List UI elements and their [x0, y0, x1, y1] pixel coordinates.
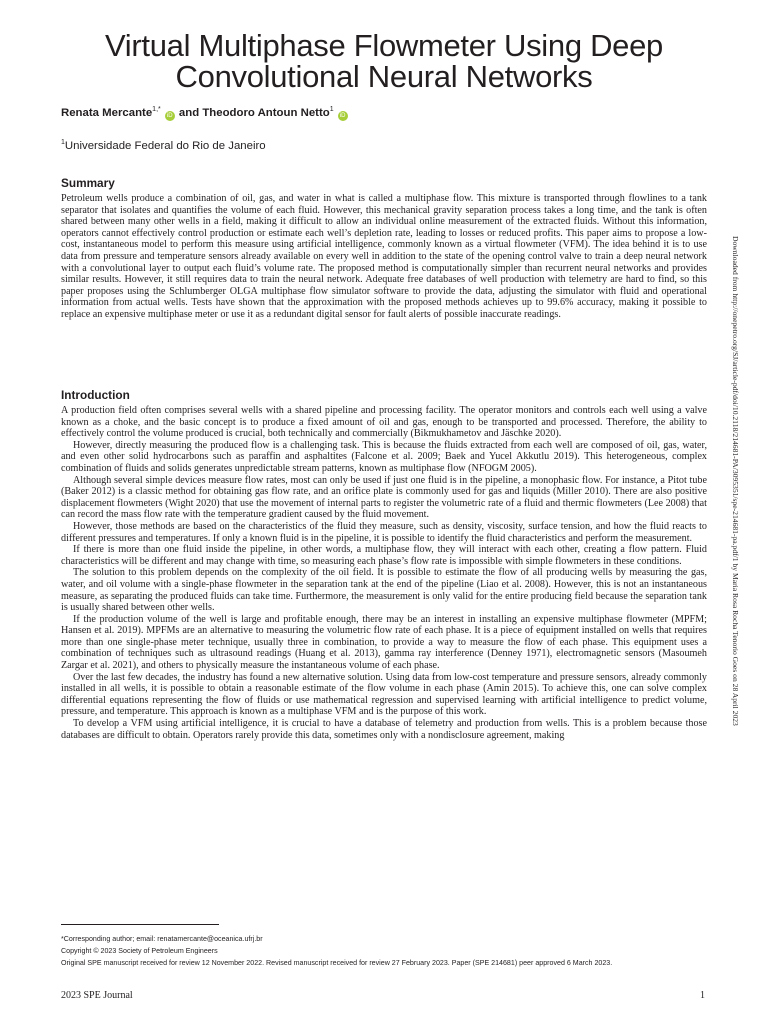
page-number: 1 — [700, 990, 705, 1001]
footnote-copyright: Copyright © 2023 Society of Petroleum Engineers — [61, 947, 218, 956]
author-connector: and — [175, 106, 203, 119]
intro-paragraph: Although several simple devices measure flow rates, most can only be used if just one fluid is in the pipeline, a monophasic flow. For instance, a Pitot tube (Baker 2012) is a classic method for obtaining gas flow rate, and an orifice plate is commonly used for gas and liquids (Miller 2010). There are also positive displacement flowmeters (Wight 2020) that use the movement of internal parts to register the volumetric rate of a fluid and thermic flowmeters (Lee 2008) that can record the mass flow rate with the temperature gradient caused by the fluid movement. — [61, 474, 707, 521]
affiliation-text: Universidade Federal do Rio de Janeiro — [64, 139, 266, 152]
footnote-divider — [61, 924, 219, 925]
intro-paragraph: A production field often comprises several wells with a shared pipeline and processing facility. The operator monitors and controls each well using a valve known as a choke, and the basic concept is to produce a fixed amount of oil and gas, enough to be transported and processed. Therefore, the ability to effectively control the volume produced is crucial, both technically and commercially (Bikmukhametov and Jäschke 2020). — [61, 405, 707, 440]
intro-paragraph: If the production volume of the well is large and profitable enough, there may be an interest in installing an expensive multiphase flowmeter (MPFM; Hansen et al. 2019). MPFMs are an alternative to measuring the volumetric flow rate of each phase. It is a piece of equipment installed on wells that requires more than one single-phase meter technique, usually three in combination, to provide a way to measure the flow of each phase. This equipment uses a combination of techniques such as ultrasound readings (Huang et al. 2013), gamma ray interference (Denney 1971), electromagnetic sensors (Masoumeh Zargar et al. 2021), and others to physically measure the instantaneous volume of each phase. — [61, 613, 707, 672]
summary-heading: Summary — [61, 176, 115, 190]
affiliation-sup: 1 — [61, 139, 65, 146]
download-watermark — [728, 236, 742, 796]
introduction-heading: Introduction — [61, 388, 130, 402]
introduction-body — [61, 405, 707, 741]
intro-paragraph: Over the last few decades, the industry has found a new alternative solution. Using data from low-cost temperature and pressure sensors, already commonly installed in all wells, it is possible to obtain a reasonable estimate of the flow volume in each phase (Amin 2015). To achieve this, one can solve complex differential equations representing the flow of fluids or use mathematical regression and supervised learning with artificial intelligence to predict volume, pressure, and temperature. This approach is known as a multiphase VFM and is the purpose of this work. — [61, 671, 707, 718]
intro-paragraph: The solution to this problem depends on the complexity of the oil field. It is possible to estimate the flow of all producing wells by measuring the gas, water, and oil volume with a single-phase flowmeter in the separation tank at the end of the pipeline (Liao et al. 2008). However, this is not an instantaneous measure, as separating the produced fluids can take time. Furthermore, the measurement is only valid for the entire producing field because the separation tank is usually shared between other wells. — [61, 567, 707, 614]
intro-paragraph: However, directly measuring the produced flow is a challenging task. This is because the fluids extracted from each well are composed of oil, gas, water, and even other solid hydrocarbons such as paraffin and asphaltites (Falcone et al. 2009; Baek and Yucel Akkutlu 2019). This heterogeneous, complex combination of fluids and solids generates unpredictable stream patterns, known as multiphase flow (NFOGM 2005). — [61, 439, 707, 474]
summary-paragraph: Petroleum wells produce a combination of oil, gas, and water in what is called a multiphase flow. This mixture is transported through flowlines to a tank separator that isolates and quantifies the volume of each fluid. However, this mechanical gravity separation process takes a long time, and the tank is often shared between many other wells in a field, making it difficult to allow an individual online measurement of the extracted fluids. Without this information, operators cannot effectively control production or estimate each well’s depletion rate, leading to losses or reduced profits. This paper aims to propose a low-cost, instantaneous model to perform this measure using artificial intelligence, commonly known as a virtual flowmeter (VFM). The idea behind it is to use data from pressure and temperature sensors already available on every well in addition to the state of the opening control valve to train a deep neural network with a convolutional layer to output each fluid’s volume rate. The proposed method is computationally simpler than recurrent neural networks and provides similar results. However, it still requires data to train the neural network. Adequate free databases of well production with telemetry are hard to find, so this paper proposes using the Schlumberger OLGA multiphase flow simulator software to provide the data, adjusting the simulator with fluid and operational information from actual wells. Tests have shown that the approximation with the proposed methods achieves up to 99.6% accuracy, making it possible to replace an expensive multiphase meter or use it as a redundant digital sensor for fault alerts of possible inaccurate readings. — [61, 193, 707, 320]
download-watermark-text: Downloaded from http://onepetro.org/SJ/article-pdf/doi/10.2118/214681-PA/3095351/spe-214681-pa.pdf/1 by Maria Rosa Rocha Tenorio Goes on 28 April 2023 — [731, 236, 740, 726]
intro-paragraph: If there is more than one fluid inside the pipeline, in other words, a multiphase flow, they will interact with each other, creating a flow pattern. Fluid characteristics will be different and may change with time, so measuring each phase’s flow rate is impossible with simple flowmeters in these conditions. — [61, 544, 707, 567]
author-sup: 1 — [329, 106, 334, 113]
footnotes — [61, 933, 721, 970]
paper-title: Virtual Multiphase Flowmeter Using Deep Convolutional Neural Networks — [104, 28, 664, 94]
footnote-corresponding: *Corresponding author; email: renatamercante@oceanica.ufrj.br — [61, 935, 263, 943]
orcid-icon[interactable]: iD — [165, 111, 175, 121]
intro-paragraph: To develop a VFM using artificial intelligence, it is crucial to have a database of telemetry and production from wells. This is a problem because those databases are difficult to obtain. Operators rarely provide this data, sometimes only with a nondisclosure agreement, making — [61, 718, 707, 741]
author-line — [61, 106, 349, 121]
author-name: Renata Mercante — [61, 106, 153, 119]
intro-paragraph: However, those methods are based on the characteristics of the fluid they measure, such as density, viscosity, surface tension, and how the fluid reacts to different pressures and temperatures. If only a known fluid is in the pipeline, it is possible to identify the fluid characteristics and perform the measurement. — [61, 520, 707, 544]
affiliation — [61, 139, 266, 152]
orcid-icon[interactable]: iD — [338, 111, 348, 121]
author-name: Theodoro Antoun Netto — [202, 106, 330, 119]
summary-body — [61, 193, 707, 321]
author-sup: 1,* — [152, 106, 161, 113]
footnote-history: Original SPE manuscript received for review 12 November 2022. Revised manuscript received for review 27 February 2023. Paper (SPE 214681) peer approved 6 March 2023. — [61, 959, 613, 968]
journal-footer: 2023 SPE Journal — [61, 990, 133, 1001]
